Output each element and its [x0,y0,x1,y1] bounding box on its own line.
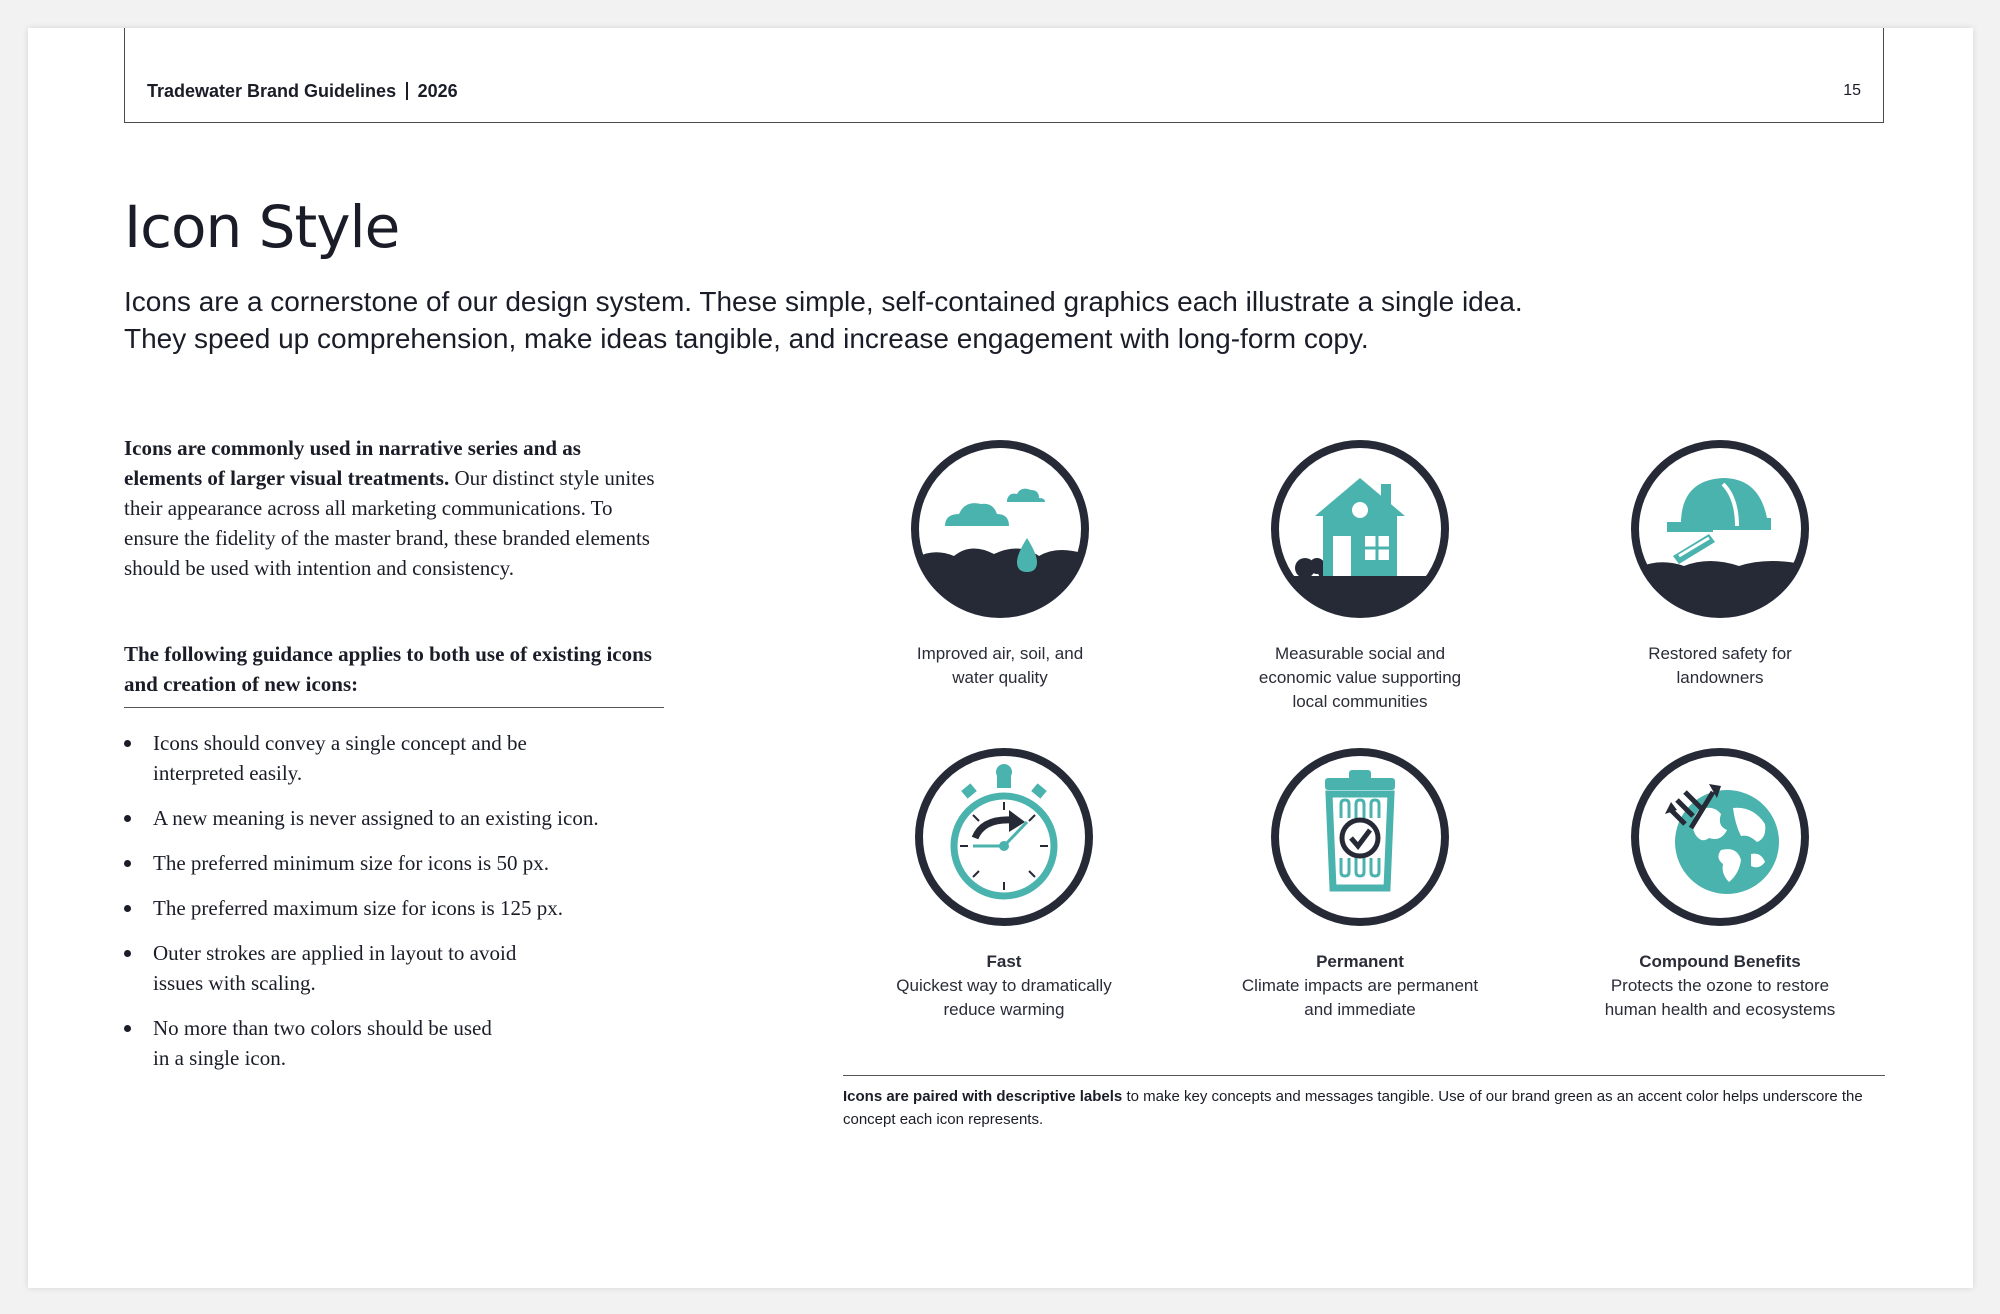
icon-caption-text: Climate impacts are permanent and immediate [1241,976,1479,1019]
page-number: 15 [1843,82,1861,99]
icon-title: Fast [986,952,1022,971]
trash-bin-check-icon [1269,746,1451,928]
guidelines-page [28,28,1973,1288]
icon-caption-text: Quickest way to dramatically reduce warming [896,976,1112,1019]
bullet-icon [124,860,131,867]
header-year: 2026 [417,81,458,101]
guideline-text: The preferred maximum size for icons is 125 px. [153,896,563,920]
icon-title: Permanent [1316,952,1404,971]
footnote-lead: Icons are paired with descriptive labels [843,1088,1123,1105]
guideline-text: Outer strokes are applied in layout to avoid issues with scaling. [153,941,517,995]
guidelines-list [124,728,664,1073]
page-header [124,28,1884,123]
header-title [147,81,458,102]
bullet-icon [124,1025,131,1032]
list-item [124,893,664,923]
bullet-icon [124,950,131,957]
intro-line-1: Icons are a cornerstone of our design system. These simple, self-contained graphics each illustrate a single idea. [124,286,1523,317]
guideline-text: No more than two colors should be used in a single icon. [153,1016,492,1070]
icon-title: Compound Benefits [1639,952,1801,971]
guideline-text: A new meaning is never assigned to an existing icon. [153,806,599,830]
icon-caption-text: Restored safety for landowners [1648,644,1792,687]
intro-line-2: They speed up comprehension, make ideas tangible, and increase engagement with long-form copy. [124,323,1369,354]
header-divider [406,82,408,100]
icon-caption [1230,950,1490,1022]
icon-card-social-economic [1210,438,1510,714]
guideline-text: Icons should convey a single concept and be interpreted easily. [153,731,527,785]
icon-caption [900,642,1100,690]
list-item [124,848,664,878]
usage-paragraph [124,433,664,583]
cloud-soil-water-icon [909,438,1091,620]
left-column [124,433,664,1088]
list-item [124,803,664,833]
icon-card-compound-benefits [1570,746,1870,1022]
icon-caption-text: Improved air, soil, and water quality [916,644,1084,687]
guideline-text: The preferred minimum size for icons is 50 px. [153,851,549,875]
icon-card-safety [1570,438,1870,690]
icon-card-air-soil-water [850,438,1150,690]
list-item [124,938,664,998]
icon-caption [1590,950,1850,1022]
brand-title: Tradewater Brand Guidelines [147,81,397,101]
bullet-icon [124,905,131,912]
usage-paragraph-body: Our distinct style unites their appearance across all marketing communications. To ensure the fidelity of the master brand, these branded elements should be used with intention and consistency. [124,466,655,580]
guidance-heading: The following guidance applies to both use of existing icons and creation of new icons: [124,639,664,708]
globe-arrows-icon [1629,746,1811,928]
stopwatch-icon [913,746,1095,928]
icon-caption-text: Protects the ozone to restore human health and ecosystems [1604,976,1836,1019]
icon-caption [1245,642,1475,714]
icon-footnote [843,1075,1885,1131]
list-item [124,1013,664,1073]
intro-text [124,283,1724,357]
icon-caption-text: Measurable social and economic value supporting local communities [1258,644,1462,711]
page-title: Icon Style [124,193,400,261]
icon-caption [1620,642,1820,690]
usage-paragraph-lead: Icons are commonly used in narrative series and as elements of larger visual treatments. [124,436,581,490]
icon-card-fast [854,746,1154,1022]
footnote-body: to make key concepts and messages tangible. Use of our brand green as an accent color helps underscore the concept each icon represents. [843,1088,1863,1128]
house-icon [1269,438,1451,620]
list-item [124,728,664,788]
icon-caption [874,950,1134,1022]
hard-hat-icon [1629,438,1811,620]
bullet-icon [124,815,131,822]
icon-card-permanent [1210,746,1510,1022]
bullet-icon [124,740,131,747]
